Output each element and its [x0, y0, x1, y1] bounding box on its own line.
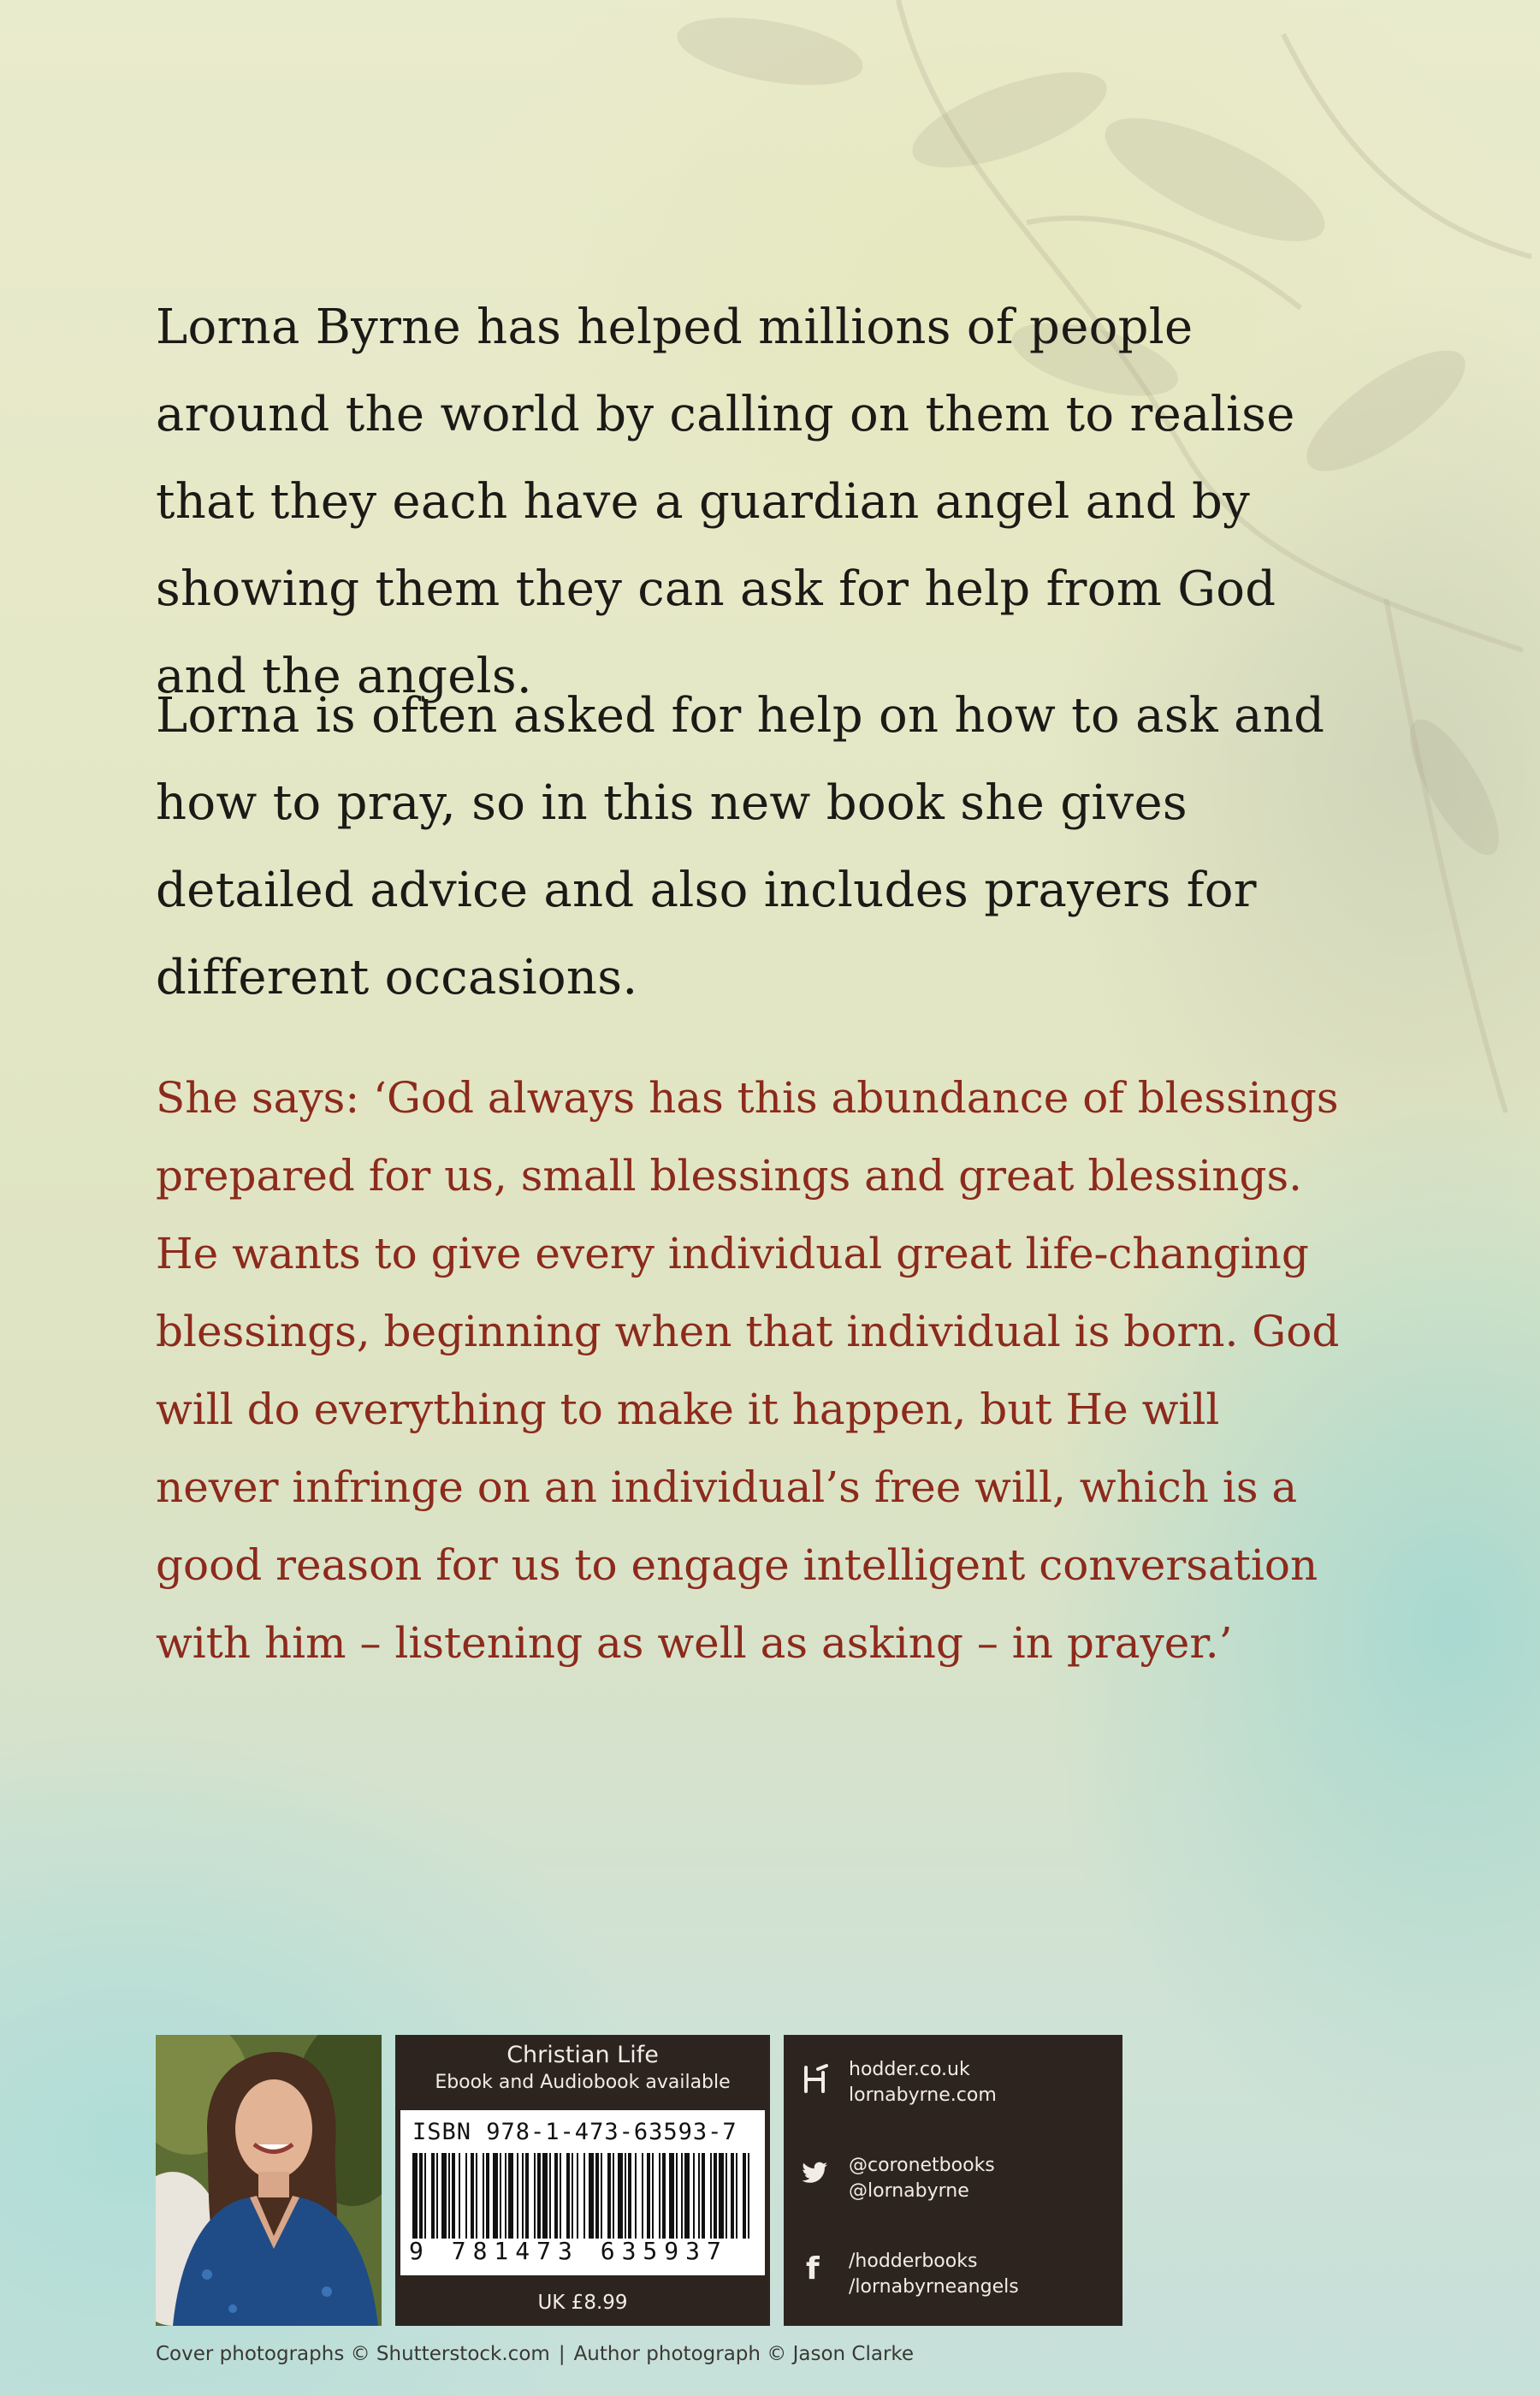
link-lornabyrne[interactable]: lornabyrne.com	[849, 2085, 997, 2106]
isbn-barcode-box	[400, 2110, 765, 2275]
genre-label: Christian Life	[506, 2042, 659, 2068]
credit-separator: |	[558, 2343, 566, 2365]
link-facebook-lornabyrneangels[interactable]: /lornabyrneangels	[849, 2276, 1019, 2298]
blurb-paragraph-1: Lorna Byrne has helped millions of people around the world by calling on them to realise that they each have a guardian angel and by showing them they can ask for help from God and the angels.	[156, 300, 1295, 704]
hodder-logo-icon	[801, 2062, 830, 2096]
blurb-quote: She says: ‘God always has this abundance of blessings prepared for us, small blessings and great blessings. He wants to give every individual great life-changing blessings, beginning when that individual is born. God will do everything to make it happen, but He will never infringe on an individual’s free will, which is a good reason for us to engage intelligent conversation with him – listening as well as asking – in prayer.’	[156, 1073, 1340, 1668]
book-info-panel	[395, 2035, 770, 2326]
photo-credits	[156, 2343, 914, 2365]
link-twitter-coronetbooks[interactable]: @coronetbooks	[849, 2155, 995, 2176]
barcode-digits: 9 781473 635937	[409, 2237, 728, 2265]
barcode	[409, 2153, 760, 2239]
link-facebook-hodderbooks[interactable]: /hodderbooks	[849, 2251, 978, 2272]
author-photo	[156, 2035, 382, 2326]
twitter-icon	[801, 2158, 830, 2192]
author-photo-credit: Author photograph © Jason Clarke	[573, 2343, 915, 2365]
availability-label: Ebook and Audiobook available	[435, 2072, 731, 2093]
price-label: UK £8.99	[537, 2292, 628, 2314]
links-panel	[784, 2035, 1122, 2326]
blurb-paragraph-2: Lorna is often asked for help on how to ask and how to pray, so in this new book she gives detailed advice and also includes prayers for different occasions.	[156, 688, 1325, 1005]
cover-photo-credit: Cover photographs © Shutterstock.com	[156, 2343, 550, 2365]
link-hodder[interactable]: hodder.co.uk	[849, 2059, 970, 2080]
facebook-icon: f	[806, 2251, 820, 2286]
isbn-number: ISBN 978-1-473-63593-7	[412, 2119, 737, 2145]
link-twitter-lornabyrne[interactable]: @lornabyrne	[849, 2180, 969, 2202]
author-portrait-image	[156, 2035, 382, 2326]
